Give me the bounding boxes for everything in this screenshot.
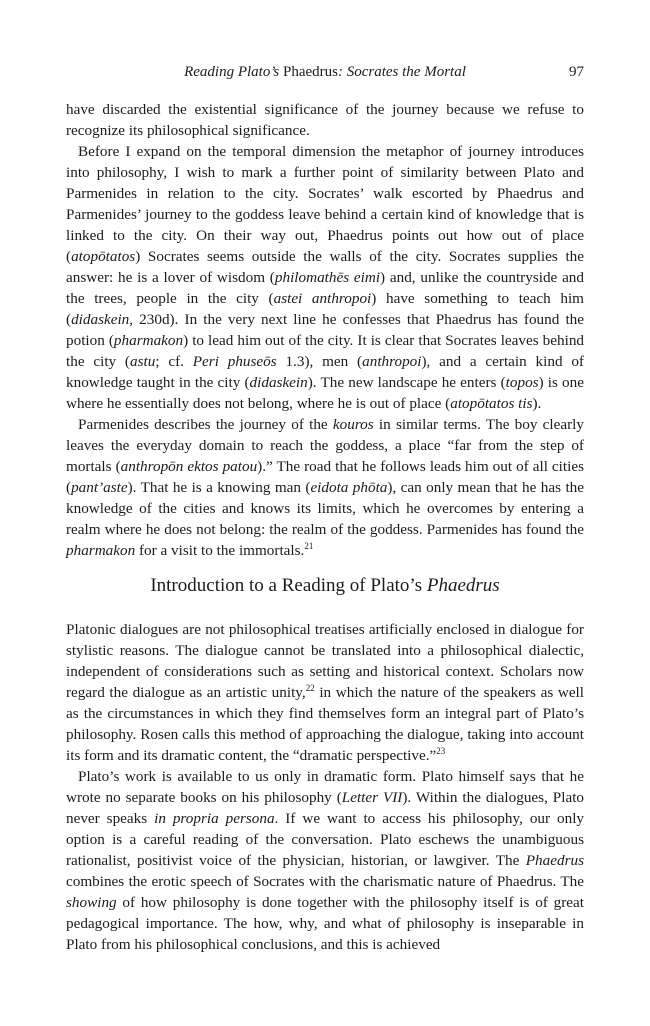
section-heading	[66, 574, 584, 598]
text-run: in similar terms. The boy clearly leaves the everyday domain to reach the goddess, a place “far from the step of mortals (	[66, 416, 584, 475]
text-run: ).	[532, 395, 542, 412]
text-run: ). Within the dialogues, Plato never speaks	[66, 789, 585, 827]
text-run: of how philosophy is done together with the philosophy itself is of great pedagogical importance. The how, why, and what of philosophy is inseparable in Plato from his philosophical conclusions, and this is achieved	[66, 894, 584, 953]
italic-term: kouros	[332, 416, 374, 433]
running-title	[66, 62, 584, 82]
italic-term: topos	[505, 374, 539, 391]
italic-term: Phaedrus	[525, 852, 584, 869]
text-run: ), can only mean that he has the knowledge of the cities and knows its limits, which he overcomes by entering a realm where he does not belong: the realm of the goddess. Parmenides has found the	[66, 479, 584, 538]
footnote-marker: 23	[436, 746, 446, 756]
italic-term: astu	[130, 353, 156, 370]
text-run: have discarded the existential significance of the journey because we refuse to recognize its philosophical significance.	[66, 101, 584, 139]
paragraph	[66, 99, 584, 141]
text-run: Platonic dialogues are not philosophical treatises artificially enclosed in dialogue for stylistic reasons. The dialogue cannot be translated into a philosophical dialectic, independent of considerations such as setting and historical context. Scholars now regard the dialogue as an artistic unity,	[66, 621, 584, 701]
text-run: Before I expand on the temporal dimension the metaphor of journey introduces into philosophy, I wish to mark a further point of similarity between Plato and Parmenides in relation to the city. Socrates’ walk escorted by Phaedrus and Parmenides’ journey to the goddess leave behind a certain kind of knowledge that is linked to the city. On their way out, Phaedrus points out how out of place (	[66, 143, 584, 265]
text-run: Plato’s work is available to us only in dramatic form. Plato himself says that he wrote no separate books on his philosophy (	[66, 768, 584, 806]
text-run: ). The new landscape he enters (	[307, 374, 506, 391]
text-run: combines the erotic speech of Socrates with the charismatic nature of Phaedrus. The	[66, 873, 584, 890]
italic-term: atopōtatos tis	[450, 395, 533, 412]
italic-term: in propria persona	[154, 810, 275, 827]
running-title-subtitle: : Socrates the Mortal	[337, 64, 466, 80]
italic-term: astei anthropoi	[273, 290, 372, 307]
italic-term: atopōtatos	[71, 248, 136, 265]
text-run: ) Socrates seems outside the walls of the city. Socrates supplies the answer: he is a lover of wisdom (	[66, 248, 584, 286]
text-run: ) and, unlike the countryside and the trees, people in the city (	[66, 269, 584, 307]
italic-term: pharmakon	[113, 332, 184, 349]
text-run: ; cf.	[155, 353, 193, 370]
text-run: ).” The road that he follows leads him out of all cities (	[66, 458, 584, 496]
text-run: 1.3), men (	[276, 353, 363, 370]
text-run: ) to lead him out of the city. It is clear that Socrates leaves behind the city (	[66, 332, 585, 370]
running-title-italic: Reading Plato’s	[184, 64, 283, 80]
paragraph	[66, 414, 584, 561]
footnote-marker: 22	[305, 683, 315, 693]
text-run: in which the nature of the speakers as well as the circumstances in which they find themselves form an integral part of Plato’s philosophy. Rosen calls this method of approaching the dialogue, taking into account its form and its dramatic content, the “dramatic perspective.”	[66, 684, 584, 764]
text-run: , 230d). In the very next line he confesses that Phaedrus has found the potion (	[66, 311, 584, 349]
text-run: Parmenides describes the journey of the	[78, 416, 333, 433]
italic-term: didaskein	[249, 374, 308, 391]
text-run: ) have something to teach him (	[66, 290, 584, 328]
running-head	[66, 62, 584, 82]
page-number: 97	[569, 64, 584, 80]
text-run: . If we want to access his philosophy, our only option is a careful reading of the conversation. Plato eschews the unambiguous rationalist, positivist voice of the physician, historian, or lawgiver. The	[66, 810, 585, 869]
italic-term: anthropōn ektos patou	[120, 458, 258, 475]
italic-term: pant’aste	[71, 479, 128, 496]
italic-term: eidota phōta	[310, 479, 388, 496]
running-title-work: Phaedrus	[282, 64, 338, 80]
italic-term: pharmakon	[66, 542, 136, 559]
italic-term: showing	[66, 894, 117, 911]
text-run: ). That he is a knowing man (	[127, 479, 311, 496]
body-text-top	[66, 99, 584, 561]
section-heading-italic: Phaedrus	[426, 575, 500, 596]
italic-term: Letter VII	[341, 789, 403, 806]
italic-term: Peri phuseōs	[192, 353, 277, 370]
italic-term: didaskein	[71, 311, 130, 328]
paragraph	[66, 141, 584, 414]
footnote-marker: 21	[304, 541, 314, 551]
text-run: ) is one where he essentially does not belong, where he is out of place (	[66, 374, 584, 412]
paragraph	[66, 619, 584, 766]
body-text-bottom	[66, 619, 584, 955]
text-run: ), and a certain kind of knowledge taught in the city (	[66, 353, 584, 391]
text-run: for a visit to the immortals.	[135, 542, 305, 559]
italic-term: philomathēs eimi	[274, 269, 381, 286]
italic-term: anthropoi	[362, 353, 422, 370]
section-heading-text: Introduction to a Reading of Plato’s	[150, 575, 427, 596]
paragraph	[66, 766, 584, 955]
